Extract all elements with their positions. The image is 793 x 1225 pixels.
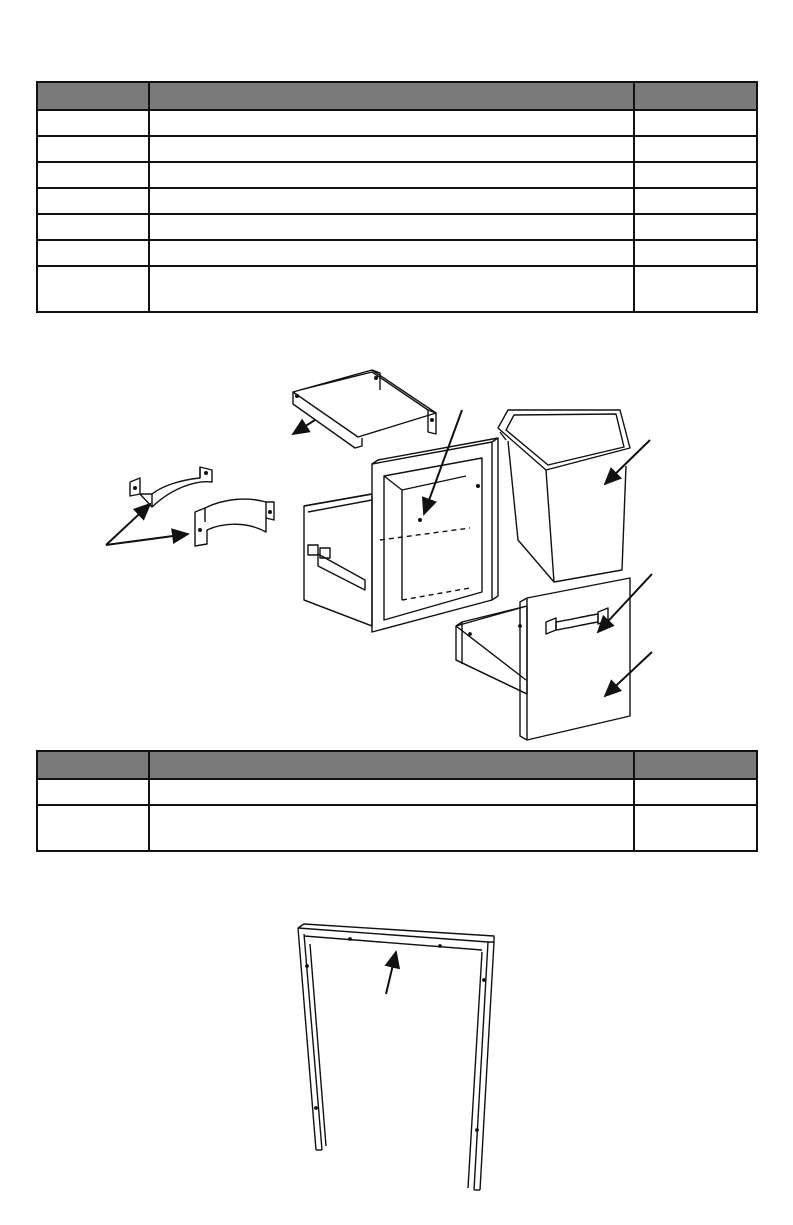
trim-frame [298, 924, 494, 1190]
